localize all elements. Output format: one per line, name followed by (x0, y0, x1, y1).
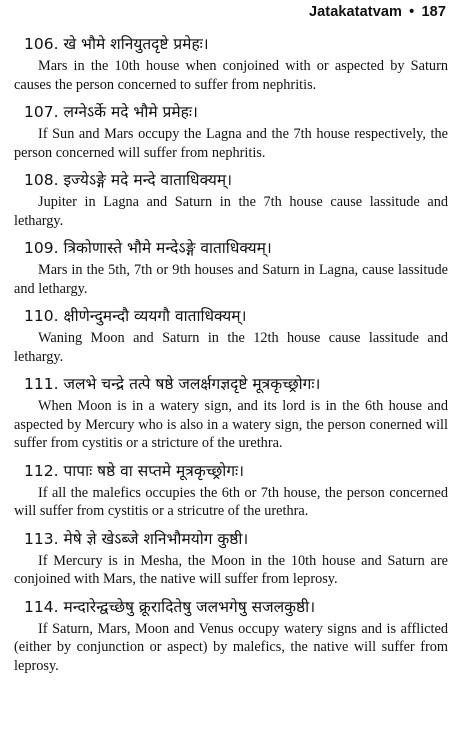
verse-text: त्रिकोणास्ते भौमे मन्देऽङ्गे वाताधिक्यम्। (63, 239, 272, 257)
verse-text: खे भौमे शनियुतदृष्टे प्रमेहः। (63, 35, 209, 53)
page-body (14, 34, 448, 683)
verse-text: इज्येऽङ्गे मदे मन्दे वाताधिक्यम्। (63, 171, 232, 189)
verse-translation: When Moon is in a watery sign, and its lord is in the 6th house and aspected by Mercury who is also in a watery sign, the person conerned will suffer from cystitis or a stricture of the urethra. (14, 398, 448, 451)
verse-number: 108. (24, 171, 59, 189)
verse-number: 110. (24, 307, 59, 325)
verse-translation: Waning Moon and Saturn in the 12th house cause lassitude and lethargy. (14, 330, 448, 365)
verse-113 (14, 529, 448, 589)
verse-translation: Mars in the 5th, 7th or 9th houses and Saturn in Lagna, cause lassitude and lethargy. (14, 262, 448, 297)
verse-text: मेषे ज्ञे खेऽब्जे शनिभौमयोग कुष्ठी। (63, 529, 249, 548)
verse-114 (14, 597, 448, 676)
page-header (309, 4, 446, 20)
sanskrit-verse (24, 461, 448, 482)
sanskrit-verse (24, 238, 448, 259)
sanskrit-verse (24, 529, 448, 550)
sanskrit-verse (24, 102, 448, 123)
verse-number: 109. (24, 239, 59, 257)
verse-112 (14, 461, 448, 521)
sanskrit-verse (24, 374, 448, 395)
verse-number: 106. (24, 35, 59, 53)
verse-number: 113. (24, 529, 59, 548)
verse-number: 114. (24, 597, 59, 616)
verse-translation: Jupiter in Lagna and Saturn in the 7th house cause lassitude and lethargy. (14, 194, 448, 229)
sanskrit-verse (24, 306, 448, 327)
verse-108 (14, 170, 448, 230)
verse-translation: If all the malefics occupies the 6th or 7th house, the person concerned will suffer from cystitis or a stricutre of the urethra. (14, 484, 448, 519)
verse-translation: Mars in the 10th house when conjoined with or aspected by Saturn causes the person concerned to suffer from nephritis. (14, 58, 448, 93)
verse-translation: If Mercury is in Mesha, the Moon in the 10th house and Saturn are conjoined with Mars, the native will suffer from leprosy. (14, 552, 448, 587)
verse-106 (14, 34, 448, 94)
verse-text: पापाः षष्ठे वा सप्तमे मूत्रकृच्छ्रोगः। (63, 461, 245, 480)
verse-number: 112. (24, 461, 59, 480)
sanskrit-verse (24, 597, 448, 618)
page-number: 187 (421, 4, 446, 20)
verse-109 (14, 238, 448, 298)
verse-107 (14, 102, 448, 162)
verse-text: क्षीणेन्दुमन्दौ व्ययगौ वाताधिक्यम्। (63, 307, 247, 325)
verse-translation: If Saturn, Mars, Moon and Venus occupy watery signs and is afflicted (either by conjunction or aspect) by malefics, the native will suffer from leprosy. (14, 620, 448, 674)
verse-111 (14, 374, 448, 453)
verse-text: मन्दारेन्द्वच्छेषु क्रूरादितेषु जलभगेषु सजलकुष्ठी। (63, 597, 316, 616)
book-title: Jatakatatvam (308, 4, 403, 20)
sanskrit-verse (24, 170, 448, 191)
verse-110 (14, 306, 448, 366)
header-bullet: • (409, 4, 415, 20)
verse-number: 107. (24, 103, 59, 121)
verse-text: लग्नेऽर्के मदे भौमे प्रमेहः। (63, 103, 198, 121)
verse-text: जलभे चन्द्रे तत्पे षष्ठे जलर्क्षगज्ञदृष्टे मूत्रकृच्छ्रोगः। (63, 375, 321, 393)
verse-translation: If Sun and Mars occupy the Lagna and the 7th house respectively, the person concerned will suffer from nephritis. (14, 126, 448, 161)
sanskrit-verse (24, 34, 448, 55)
verse-number: 111. (24, 375, 59, 393)
